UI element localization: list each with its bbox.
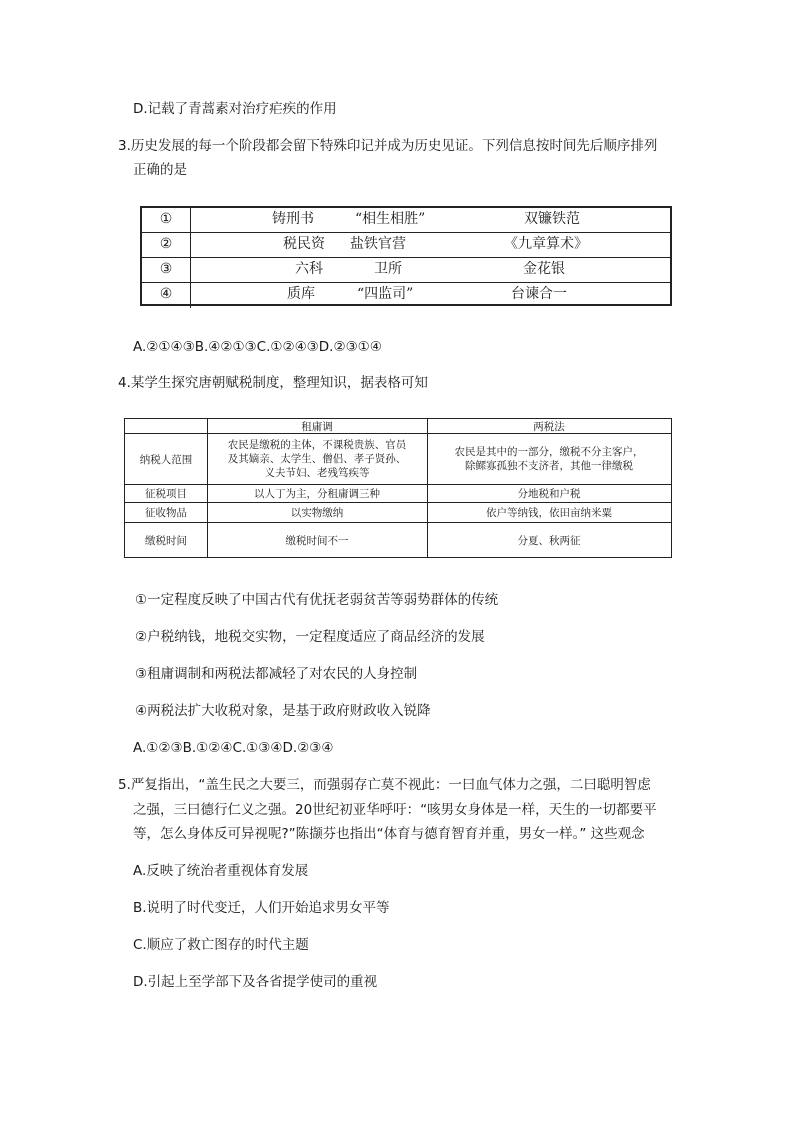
q4-table [124, 418, 672, 558]
table-row [142, 283, 670, 308]
q2-option-d: D.记载了青蒿素对治疗疟疾的作用 [133, 101, 337, 117]
table-row [142, 258, 670, 283]
cell: 以人丁为主，分租庸调三种 [207, 485, 428, 502]
cell: 缴税时间不一 [207, 523, 428, 557]
table-row [125, 503, 671, 523]
cell: 分地税和户税 [517, 488, 581, 500]
table-header-row [125, 419, 671, 434]
q3-stem-line1: 3.历史发展的每一个阶段都会留下特殊印记并成为历史见证。下列信息按时间先后顺序排列 [118, 138, 658, 154]
statement-2: ②户税纳钱，地税交实物，一定程度适应了商品经济的发展 [135, 629, 485, 645]
cell: 农民是其中的一部分，缴税不分主客户， 除鳏寡孤独不支济者，其他一律缴税 [454, 446, 644, 472]
row-label: 征税项目 [125, 485, 208, 502]
cell: 以实物缴纳 [207, 503, 428, 522]
cell: 六科 [295, 261, 323, 277]
cell: 农民是缴税的主体，不课税贵族、官员 及其嫡亲、太学生、僧侣、孝子贤孙、 义夫节妇、老残笃疾等 [207, 434, 428, 484]
q5-option-c: C.顺应了救亡图存的时代主题 [133, 937, 309, 953]
q3-stem-line2: 正确的是 [133, 162, 187, 178]
table-row [125, 485, 671, 503]
q5-stem-line3: 等，怎么身体反可异视呢?”陈撷芬也指出“体育与德育智育并重，男女一样。” 这些观念 [133, 826, 645, 842]
cell: “相生相胜” [355, 211, 426, 227]
header-cell: 两税法 [533, 420, 565, 433]
row-number: ③ [142, 258, 191, 282]
statement-4: ④两税法扩大收税对象，是基于政府财政收入锐降 [135, 703, 431, 719]
cell: 卫所 [374, 261, 402, 277]
q5-option-d: D.引起上至学部下及各省提学使司的重视 [133, 974, 378, 990]
cell: 台谏合一 [511, 286, 567, 302]
q5-option-a: A.反映了统治者重视体育发展 [133, 863, 309, 879]
table-row [125, 434, 671, 485]
q5-option-b: B.说明了时代变迁，人们开始追求男女平等 [133, 900, 390, 916]
row-number: ④ [142, 283, 191, 308]
q3-options: A.②①④③B.④②①③C.①②④③D.②③①④ [133, 339, 382, 355]
table-row [125, 523, 671, 557]
q4-stem: 4.某学生探究唐朝赋税制度，整理知识，据表格可知 [118, 375, 428, 391]
cell: 质库 [287, 286, 315, 302]
q4-options: A.①②③B.①②④C.①③④D.②③④ [133, 740, 334, 756]
cell: 盐铁官营 [350, 236, 406, 252]
statement-3: ③租庸调制和两税法都减轻了对农民的人身控制 [135, 666, 418, 682]
cell: 双镰铁范 [524, 211, 580, 227]
cell: 金花银 [523, 261, 565, 277]
q3-table [140, 206, 672, 306]
q5-stem-line1: 5.严复指出，“盖生民之大要三，而强弱存亡莫不视此：一曰血气体力之强，二曰聪明智虑 [118, 777, 651, 793]
cell: 税民资 [283, 236, 325, 252]
row-label: 纳税人范围 [125, 434, 208, 484]
table-row [142, 208, 670, 233]
row-label: 征收物品 [125, 503, 208, 522]
cell: 《九章算术》 [504, 236, 588, 252]
cell: “四监司” [357, 286, 414, 302]
cell: 分夏、秋两征 [517, 534, 581, 547]
row-number: ① [142, 208, 191, 232]
q5-stem-line2: 之强，三曰德行仁义之强。20世纪初亚华呼吁：“咳男女身体是一样，天生的一切都要平 [133, 802, 657, 818]
row-label: 缴税时间 [125, 523, 208, 557]
cell: 铸刑书 [272, 211, 314, 227]
header-cell [125, 419, 208, 433]
cell: 依户等纳钱，依田亩纳米粟 [486, 507, 612, 519]
row-number: ② [142, 233, 191, 257]
table-row [142, 233, 670, 258]
header-cell: 租庸调 [207, 419, 428, 433]
statement-1: ①一定程度反映了中国古代有优抚老弱贫苦等弱势群体的传统 [135, 592, 499, 608]
